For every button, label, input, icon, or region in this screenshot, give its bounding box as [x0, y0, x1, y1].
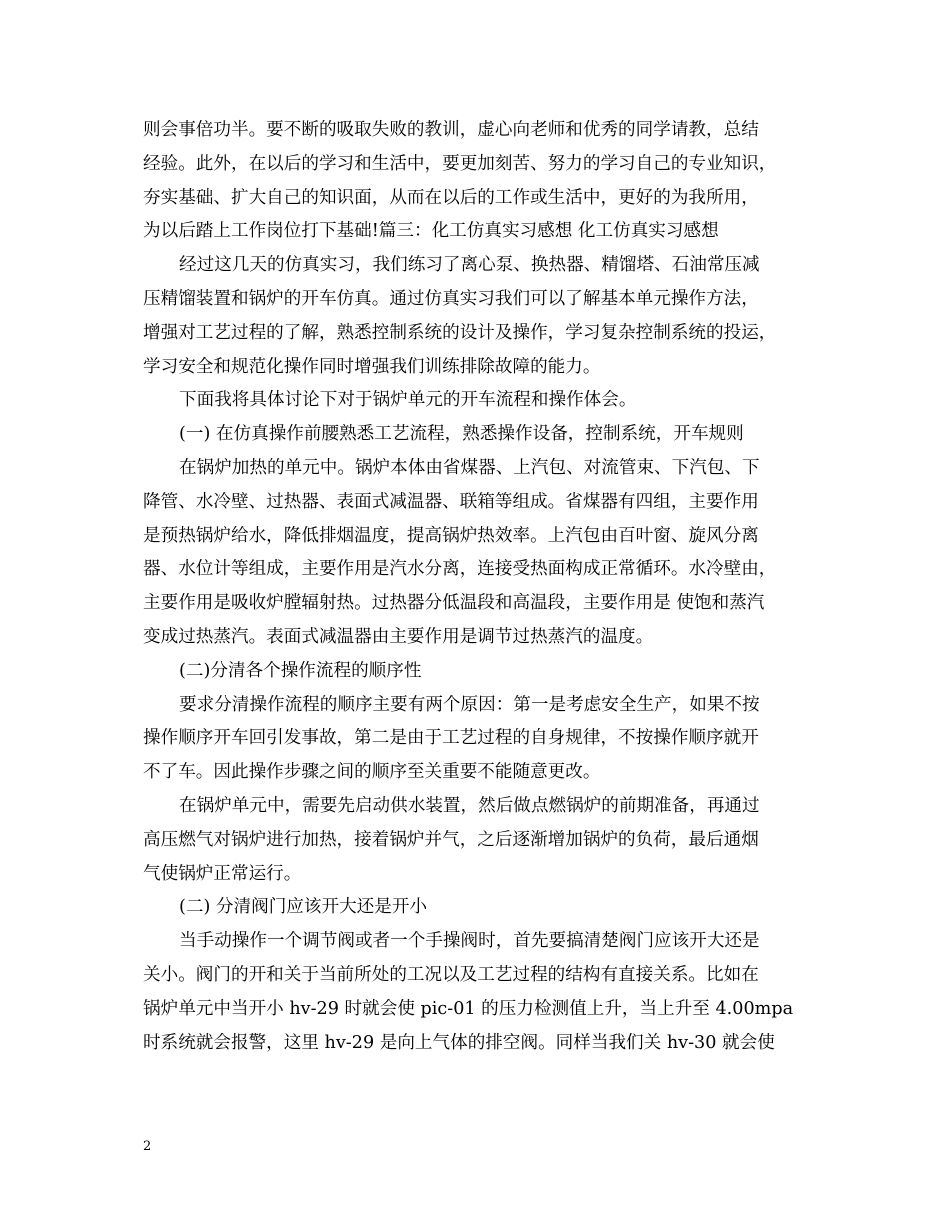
text-line: 锅炉单元中当开小 hv-29 时就会使 pic-01 的压力检测值上升，当上升至 4.00mpa — [143, 998, 794, 1019]
body-text — [143, 114, 823, 1060]
text-line: 压精馏装置和锅炉的开车仿真。通过仿真实习我们可以了解基本单元操作方法， — [143, 288, 759, 309]
text-line: 则会事倍功半。要不断的吸取失败的教训，虚心向老师和优秀的同学请教，总结 — [143, 120, 759, 140]
text-line: 变成过热蒸汽。表面式减温器由主要作用是调节过热蒸汽的温度。 — [143, 626, 654, 647]
text-line: 经过这几天的仿真实习，我们练习了离心泵、换热器、精馏塔、石油常压减 — [179, 255, 760, 276]
text-line: 时系统就会报警，这里 hv-29 是向上气体的排空阀。同样当我们关 hv-30 就会使 — [143, 1032, 775, 1053]
text-line: 气使锅炉正常运行。 — [143, 863, 302, 884]
text-line: 在锅炉加热的单元中。锅炉本体由省煤器、上汽包、对流管束、下汽包、下 — [179, 457, 760, 478]
text-line: 是预热锅炉给水，降低排烟温度，提高锅炉热效率。上汽包由百叶窗、旋风分离 — [143, 525, 759, 546]
text-line: 不了车。因此操作步骤之间的顺序至关重要不能随意更改。 — [143, 762, 601, 783]
text-line: 为以后踏上工作岗位打下基础!篇三：化工仿真实习感想 化工仿真实习感想 — [143, 221, 719, 242]
text-line: 降管、水冷壁、过热器、表面式减温器、联箱等组成。省煤器有四组，主要作用 — [143, 491, 759, 512]
text-line: 在锅炉单元中，需要先启动供水装置，然后做点燃锅炉的前期准备，再通过 — [179, 795, 760, 816]
page-number: 2 — [143, 1139, 152, 1154]
text-line: 当手动操作一个调节阀或者一个手操阀时，首先要搞清楚阀门应该开大还是 — [179, 931, 760, 952]
text-line: 下面我将具体讨论下对于锅炉单元的开车流程和操作体会。 — [179, 390, 637, 411]
text-line: (二) 分清阀门应该开大还是开小 — [179, 897, 428, 918]
text-line: 器、水位计等组成，主要作用是汽水分离，连接受热面构成正常循环。水冷壁由， — [143, 559, 777, 580]
text-line: 夯实基础、扩大自己的知识面，从而在以后的工作或生活中，更好的为我所用， — [143, 187, 759, 208]
text-line: 增强对工艺过程的了解，熟悉控制系统的设计及操作，学习复杂控制系统的投运， — [143, 322, 777, 343]
text-line: 关小。阀门的开和关于当前所处的工况以及工艺过程的结构有直接关系。比如在 — [143, 964, 759, 985]
text-line: 要求分清操作流程的顺序主要有两个原因：第一是考虑安全生产，如果不按 — [179, 694, 760, 715]
text-line: 学习安全和规范化操作同时增强我们训练排除故障的能力。 — [143, 356, 601, 377]
text-line: 高压燃气对锅炉进行加热，接着锅炉并气，之后逐渐增加锅炉的负荷，最后通烟 — [143, 829, 759, 850]
text-line: (一) 在仿真操作前腰熟悉工艺流程，熟悉操作设备，控制系统，开车规则 — [179, 424, 744, 445]
text-line: 操作顺序开车回引发事故，第二是由于工艺过程的自身规律，不按操作顺序就开 — [143, 728, 759, 749]
text-line: 主要作用是吸收炉膛辐射热。过热器分低温段和高温段，主要作用是 使饱和蒸汽 — [143, 593, 765, 614]
text-line: (二)分清各个操作流程的顺序性 — [179, 660, 422, 681]
text-line: 经验。此外，在以后的学习和生活中，要更加刻苦、努力的学习自己的专业知识， — [143, 153, 777, 174]
